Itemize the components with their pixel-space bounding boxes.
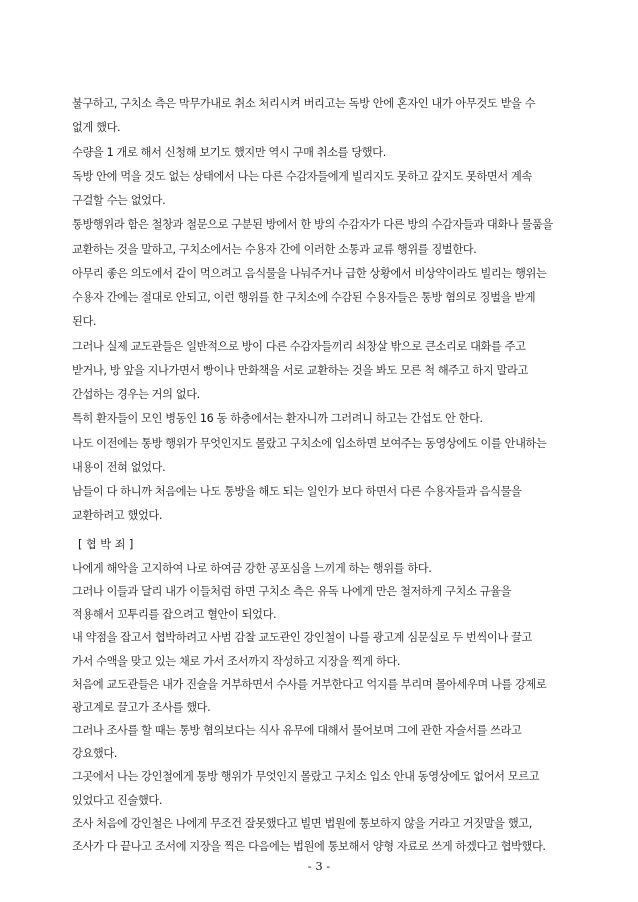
text-line: 독방 안에 먹을 것도 없는 상태에서 나는 다른 수감자들에게 빌리지도 못하고 갚지도 못하면서 계속 bbox=[72, 169, 532, 183]
text-line: 그곳에서 나는 강인철에게 통방 행위가 무엇인지 몰랐고 구치소 입소 안내 동영상에도 없어서 모르고 bbox=[72, 770, 540, 784]
text-line: 광고계로 끌고가 조사를 했다. bbox=[72, 700, 211, 714]
text-line: 받거나, 방 앞을 지나가면서 빵이나 만화책을 서로 교환하는 것을 봐도 모른 척 해주고 하지 말라고 bbox=[72, 363, 528, 377]
text-line: 강요했다. bbox=[72, 747, 118, 761]
text-line: 내용이 전혀 없었다. bbox=[72, 460, 166, 474]
text-line: 그러나 조사를 할 때는 통방 혐의보다는 식사 유무에 대해서 물어보며 그에 관한 자술서를 쓰라고 bbox=[72, 724, 522, 738]
text-line: 구걸할 수는 없었다. bbox=[72, 194, 166, 207]
text-line: 아무리 좋은 의도에서 같이 먹으려고 음식물을 나눠주거나 급한 상황에서 비상약이라도 빌리는 행위는 bbox=[72, 266, 547, 280]
text-line: 교환하려고 했었다. bbox=[72, 509, 163, 523]
text-line: 없게 했다. bbox=[72, 121, 121, 135]
text-line: 간섭하는 경우는 거의 없다. bbox=[72, 388, 200, 401]
page-number: - 3 - bbox=[307, 859, 331, 873]
text-line: 그러나 이들과 달리 내가 이들처럼 하면 구치소 측은 유독 나에게 만은 철저하게 구치소 규율을 bbox=[72, 585, 512, 599]
text-line: 조사 처음에 강인철은 나에게 무조건 잘못했다고 빌면 법원에 통보하지 않을 거라고 거짓말을 했고, bbox=[72, 816, 532, 830]
text-line: 불구하고, 구치소 측은 막무가내로 취소 처리시켜 버리고는 독방 안에 혼자인 내가 아무것도 받을 수 bbox=[72, 97, 536, 110]
text-line: 내 약점을 잡고서 협박하려고 사범 감찰 교도관인 강인철이 나를 광고계 심문실로 두 번씩이나 끌고 bbox=[72, 631, 532, 645]
text-line: 특히 환자들이 모인 병동인 16 동 하층에서는 환자니까 그러려니 하고는 간섭도 안 한다. bbox=[72, 412, 483, 426]
text-line: 그러나 실제 교도관들은 일반적으로 방이 다른 수감자들끼리 쇠창살 밖으로 큰소리로 대화를 주고 bbox=[72, 339, 526, 353]
text-line: 수용자 간에는 절대로 안되고, 이런 행위를 한 구치소에 수감된 수용자들은 통방 혐의로 징벌을 받게 bbox=[72, 291, 536, 304]
text-line: 수량을 1 개로 해서 신청해 보기도 했지만 역시 구매 취소를 당했다. bbox=[72, 145, 386, 159]
text-line: 조사가 다 끝나고 조서에 지장을 찍은 다음에는 법원에 통보해서 양형 자료로 쓰게 하겠다고 협박했다. bbox=[72, 839, 546, 853]
text-line: 있었다고 진술했다. bbox=[72, 793, 163, 807]
text-line: 교환하는 것을 말하고, 구치소에서는 수용자 간에 이러한 소통과 교류 행위를 징벌한다. bbox=[72, 242, 477, 256]
text-line: 처음에 교도관들은 내가 진술을 거부하면서 수사를 거부한다고 억지를 부리며 몰아세우며 나를 강제로 bbox=[72, 677, 547, 691]
text-line: 나도 이전에는 통방 행위가 무엇인지도 몰랐고 구치소에 입소하면 보여주는 동영상에도 이를 안내하는 bbox=[72, 436, 547, 450]
text-line: 남들이 다 하니까 처음에는 나도 통방을 해도 되는 일인가 보다 하면서 다른 수용자들과 음식물을 bbox=[72, 485, 522, 498]
text-line: 통방행위라 함은 철창과 철문으로 구분된 방에서 한 방의 수감자가 다른 방의 수감자들과 대화나 물품을 bbox=[72, 218, 553, 232]
text-line: 나에게 해악을 고지하여 나로 하여금 강한 공포심을 느끼게 하는 행위를 하다. bbox=[72, 562, 432, 575]
text-line: 적용해서 꼬투리를 잡으려고 혈안이 되었다. bbox=[72, 608, 277, 622]
text-line: 된다. bbox=[72, 315, 97, 329]
text-line: 가서 수액을 맞고 있는 채로 가서 조서까지 작성하고 지장을 찍게 하다. bbox=[72, 654, 401, 668]
section-heading: [ 협 박 죄 ] bbox=[78, 538, 134, 551]
